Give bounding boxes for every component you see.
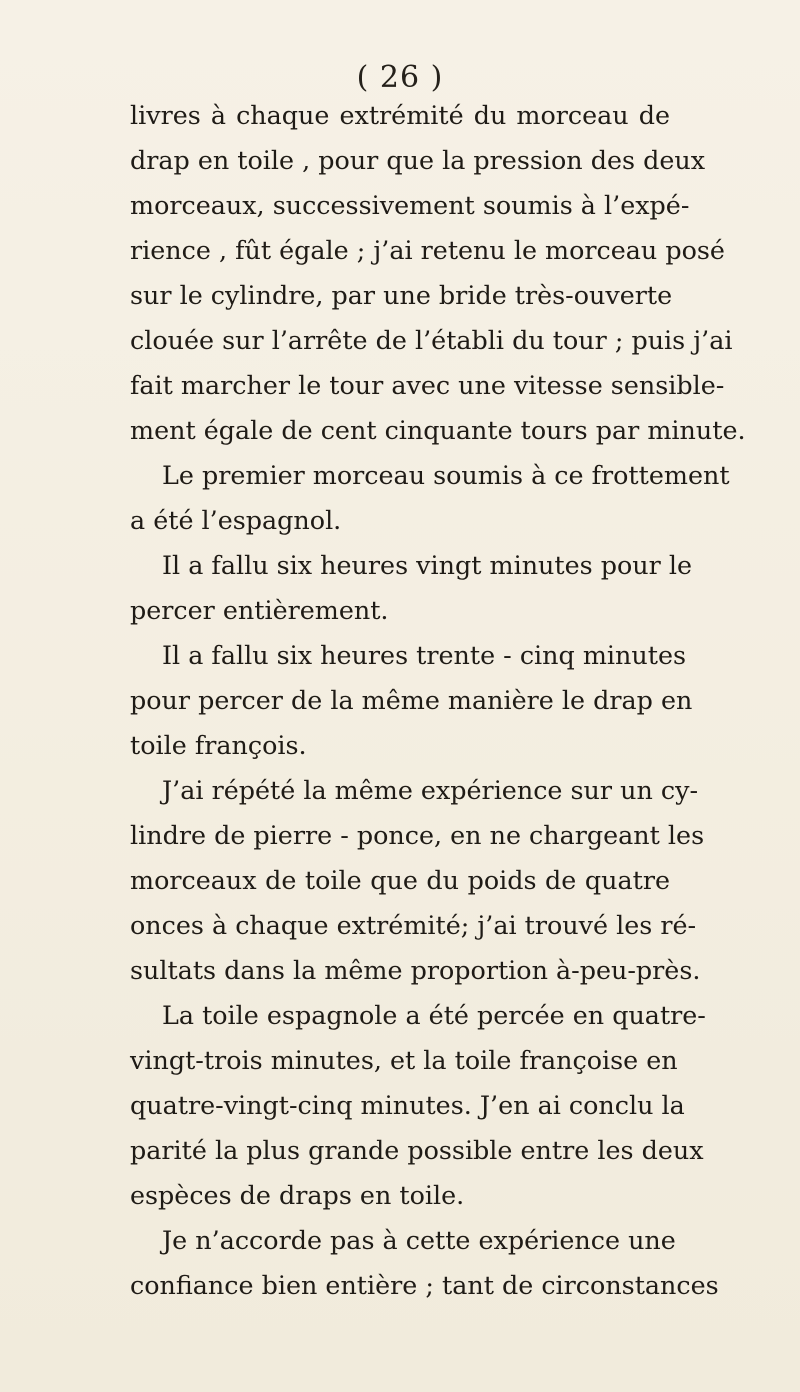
text-line: Il a fallu six heures trente - cinq minutes (162, 640, 687, 670)
text-line: confiance bien entière ; tant de circonstances (130, 1270, 719, 1300)
text-line: Il a fallu six heures vingt minutes pour le (162, 550, 692, 580)
text-line: espèces de draps en toile. (130, 1180, 465, 1210)
body-text (130, 93, 746, 1308)
page-number: ( 26 ) (356, 60, 444, 95)
text-line: clouée sur l’arrête de l’établi du tour ; puis j’ai (130, 325, 733, 355)
text-line: sur le cylindre, par une bride très-ouverte (130, 280, 673, 310)
text-line: sultats dans la même proportion à-peu-près. (130, 955, 701, 985)
text-line: J’ai répété la même expérience sur un cy- (162, 775, 699, 805)
text-line: parité la plus grande possible entre les deux (130, 1135, 704, 1165)
text-line: pour percer de la même manière le drap en (130, 685, 693, 715)
text-line: morceaux de toile que du poids de quatre (130, 865, 670, 895)
text-line: drap en toile , pour que la pression des deux (130, 145, 706, 175)
text-line: percer entièrement. (130, 595, 389, 625)
text-line: Je n’accorde pas à cette expérience une (162, 1225, 676, 1255)
text-line: lindre de pierre - ponce, en ne chargeant les (130, 820, 705, 850)
text-line: Le premier morceau soumis à ce frottement (162, 460, 730, 490)
text-line: ment égale de cent cinquante tours par minute. (130, 415, 746, 445)
text-line: vingt-trois minutes, et la toile françoise en (130, 1045, 678, 1075)
text-line: quatre-vingt-cinq minutes. J’en ai conclu la (130, 1090, 685, 1120)
text-line: a été l’espagnol. (130, 505, 342, 535)
text-line: morceaux, successivement soumis à l’expé- (130, 190, 690, 220)
text-line: toile françois. (130, 730, 307, 760)
text-line: fait marcher le tour avec une vitesse sensible- (130, 370, 725, 400)
text-line: livres à chaque extrémité du morceau de (130, 100, 670, 130)
text-line: onces à chaque extrémité; j’ai trouvé les ré- (130, 910, 697, 940)
text-line: rience , fût égale ; j’ai retenu le morceau posé (130, 235, 725, 265)
text-line: La toile espagnole a été percée en quatre- (162, 1000, 706, 1030)
